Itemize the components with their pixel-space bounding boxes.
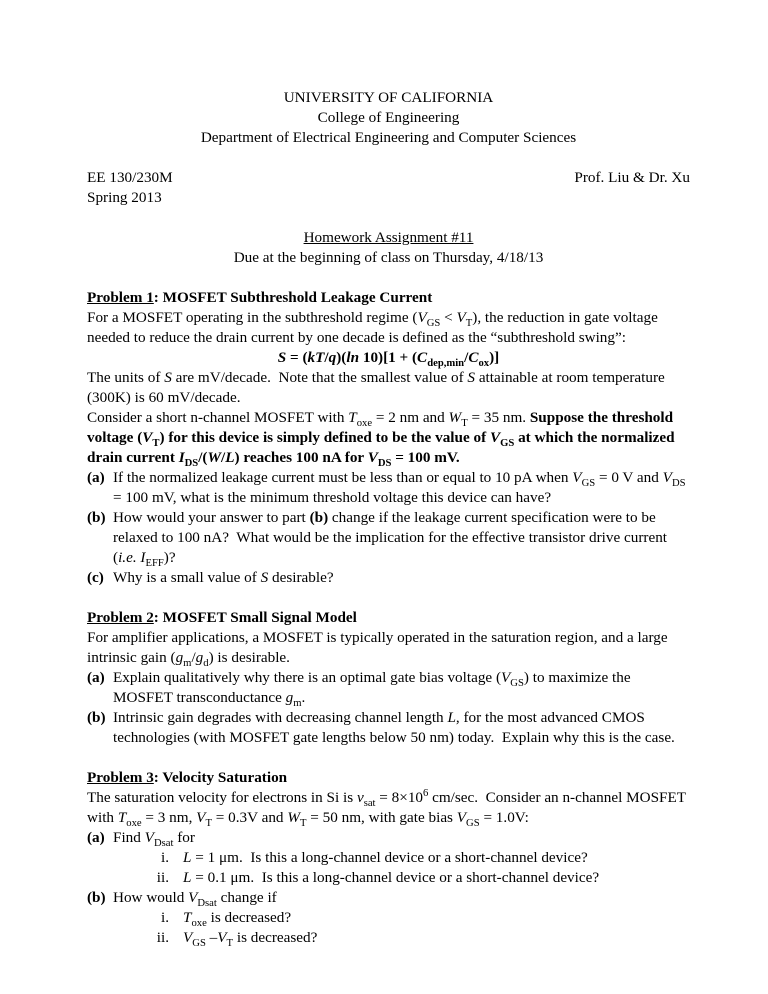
part-a-label: (a) — [87, 469, 105, 486]
roman-text: L = 0.1 μm. Is this a long-channel device or a short-channel device? — [183, 869, 600, 886]
part-b-label: (b) — [87, 709, 106, 726]
problem-3-part-b-i — [87, 908, 690, 928]
assignment-block — [87, 228, 690, 268]
problem-1-topic: : MOSFET Subthreshold Leakage Current — [153, 289, 433, 306]
problem-1 — [87, 288, 690, 588]
part-b-text: Intrinsic gain degrades with decreasing channel length L, for the most advanced CMOS technologies (with MOSFET gate lengths below 50 nm) today. Explain why this is the case. — [113, 709, 675, 746]
part-a-label: (a) — [87, 829, 105, 846]
problem-3-part-a-ii — [87, 868, 690, 888]
course-info — [87, 168, 690, 208]
department-name: Department of Electrical Engineering and Computer Sciences — [200, 129, 577, 146]
problem-1-part-c — [87, 568, 690, 588]
roman-text: L = 1 μm. Is this a long-channel device or a short-channel device? — [183, 849, 588, 866]
problem-1-intro: For a MOSFET operating in the subthreshold regime $(V_{GS} < V_T)$, the reduction in gate voltage needed to reduce the drain current by one decade is defined as the “subthreshold swing”: — [87, 309, 658, 346]
problem-2-label: Problem 2 — [87, 609, 154, 626]
part-a-text: Find $V_{Dsat}$ for — [113, 829, 195, 850]
part-b-text: How would your answer to part (b) change if the leakage current specification were to be relaxed to 100 nA? What would be the implication for the effective transistor drive current (i.e. $I_{EFF}$)? — [113, 509, 668, 570]
problem-1-part-a — [87, 468, 690, 508]
course-term: Spring 2013 — [87, 189, 162, 206]
problem-2-topic: : MOSFET Small Signal Model — [153, 609, 357, 626]
college-name: College of Engineering — [317, 109, 460, 126]
document-header — [87, 88, 690, 148]
problem-2-part-b — [87, 708, 690, 748]
roman-label: i. — [160, 909, 169, 926]
part-c-label: (c) — [87, 569, 104, 586]
problem-3-heading — [87, 768, 690, 788]
roman-text: $T_{oxe}$ is decreased? — [183, 909, 292, 930]
problem-3 — [87, 768, 690, 948]
problem-3-topic: : Velocity Saturation — [153, 769, 288, 786]
problem-3-part-a-i — [87, 848, 690, 868]
course-instructors: Prof. Liu & Dr. Xu — [574, 169, 690, 186]
roman-label: ii. — [156, 869, 169, 886]
problem-2-heading — [87, 608, 690, 628]
problem-1-setup-text: Consider a short n-channel MOSFET with $T_{oxe} = 2$ nm and $W_T = 35$ nm. Suppose the threshold voltage $(V_T)$ for this device is simply defined to be the value of $V_{GS}$ at which the normalized drain current $I_{DS}/(W/L)$ reaches 100 nA for $V_{DS} = 100$ mV. — [87, 409, 675, 470]
problem-3-part-b — [87, 888, 690, 908]
problem-1-part-b — [87, 508, 690, 568]
university-name: UNIVERSITY OF CALIFORNIA — [283, 89, 494, 106]
part-a-label: (a) — [87, 669, 105, 686]
problem-2 — [87, 608, 690, 748]
part-c-text: Why is a small value of S desirable? — [113, 569, 334, 586]
part-b-text: How would $V_{Dsat}$ change if — [113, 889, 277, 910]
part-a-text: If the normalized leakage current must be less than or equal to 10 pA when $V_{GS} = 0$ V and $V_{DS} = 100$ mV, what is the minimum threshold voltage this device can have? — [113, 469, 686, 506]
problem-3-intro: The saturation velocity for electrons in Si is $v_{sat} = 8\times 10^6$ cm/sec. Consider an n-channel MOSFET with $T_{oxe} = 3$ nm, $V_T = 0.3V$ and $W_T = 50$ nm, with gate bias $V_{GS} = 1.0V$: — [87, 787, 686, 830]
problem-1-heading — [87, 288, 690, 308]
part-b-label: (b) — [87, 889, 106, 906]
part-b-label: (b) — [87, 509, 106, 526]
roman-label: i. — [160, 849, 169, 866]
problem-1-label: Problem 1 — [87, 289, 154, 306]
assignment-title: Homework Assignment #11 — [303, 229, 474, 246]
problem-2-part-a — [87, 668, 690, 708]
assignment-due: Due at the beginning of class on Thursday, 4/18/13 — [233, 249, 544, 266]
part-a-text: Explain qualitatively why there is an optimal gate bias voltage $(V_{GS})$ to maximize the MOSFET transconductance $g_m$. — [113, 669, 631, 710]
problem-3-part-a — [87, 828, 690, 848]
problem-1-units-text: The units of S are mV/decade. Note that the smallest value of S attainable at room temperature (300K) is 60 mV/decade. — [87, 369, 665, 406]
problem-2-intro: For amplifier applications, a MOSFET is typically operated in the saturation region, and a large intrinsic gain $(g_m/g_d)$ is desirable. — [87, 629, 668, 670]
roman-label: ii. — [156, 929, 169, 946]
course-code: EE 130/230M — [87, 169, 173, 186]
subthreshold-swing-equation: S = (kT/q)(ln $10)[1 + (C_{dep,min}/C_{ox})]$ — [277, 349, 500, 370]
roman-text: $V_{GS}$ $-V_T$ is decreased? — [183, 929, 318, 950]
problem-3-label: Problem 3 — [87, 769, 154, 786]
problem-3-part-b-ii — [87, 928, 690, 948]
